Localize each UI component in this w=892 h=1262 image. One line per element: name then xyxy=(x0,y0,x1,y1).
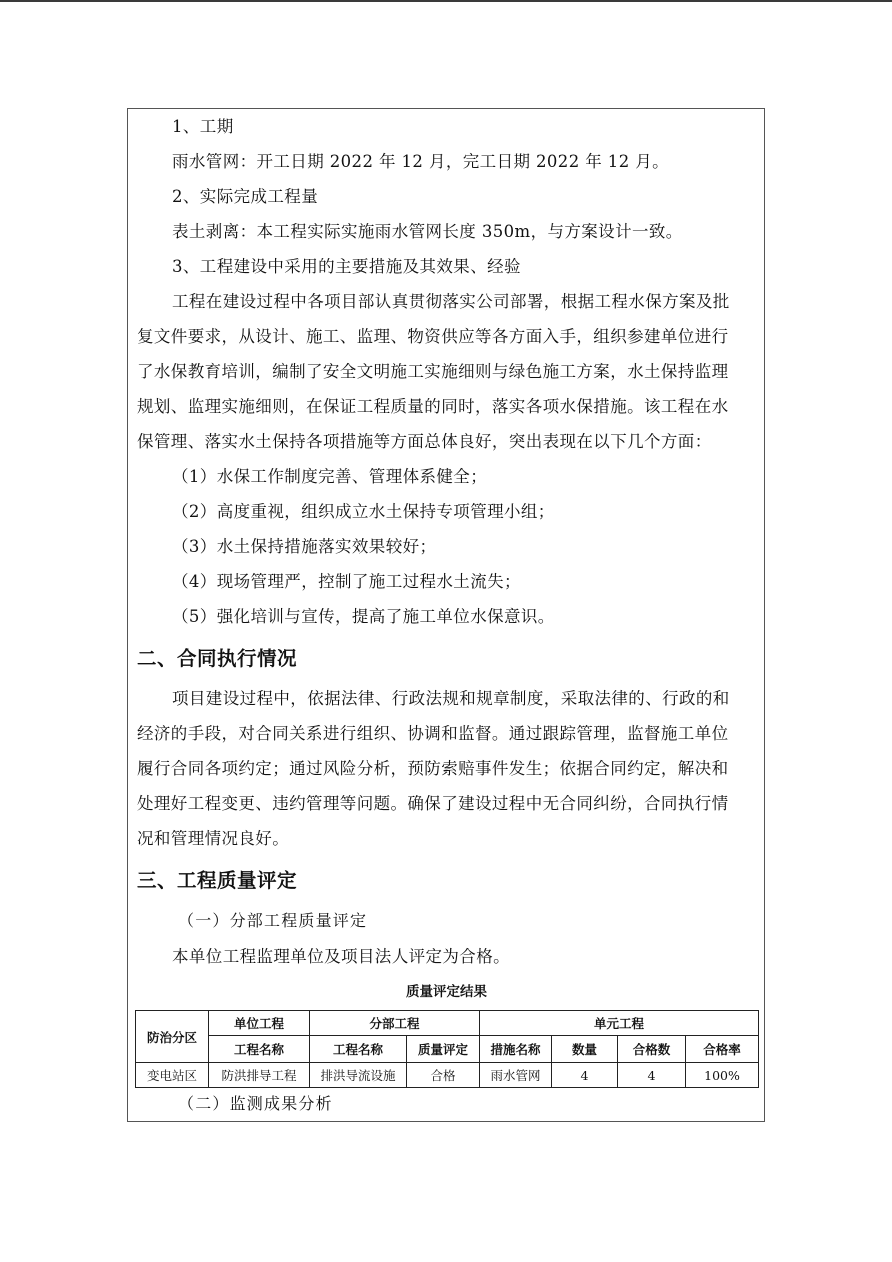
table-cell: 变电站区 xyxy=(136,1063,209,1088)
paragraph-line: 保管理、落实水土保持各项措施等方面总体良好，突出表现在以下几个方面： xyxy=(137,432,712,451)
period-heading: 1、工期 xyxy=(172,117,234,136)
section-heading-quality: 三、工程质量评定 xyxy=(137,869,298,892)
table-cell: 合格 xyxy=(407,1063,480,1088)
table-cell: 4 xyxy=(618,1063,686,1088)
paragraph-line: 履行合同各项约定；通过风险分析，预防索赔事件发生；依据合同约定，解决和 xyxy=(137,759,729,778)
subheader-division-name: 工程名称 xyxy=(310,1036,407,1063)
table-cell: 防洪排导工程 xyxy=(209,1063,310,1088)
measures-heading: 3、工程建设中采用的主要措施及其效果、经验 xyxy=(172,257,521,276)
subsection-division-quality: （一）分部工程质量评定 xyxy=(178,911,368,930)
paragraph-line: 复文件要求，从设计、施工、监理、物资供应等各方面入手，组织参建单位进行 xyxy=(137,327,729,346)
subheader-measure-name: 措施名称 xyxy=(480,1036,552,1063)
subheader-unit-name: 工程名称 xyxy=(209,1036,310,1063)
list-item: （2）高度重视，组织成立水土保持专项管理小组； xyxy=(172,502,555,521)
table-row xyxy=(136,1063,759,1088)
quality-text: 本单位工程监理单位及项目法人评定为合格。 xyxy=(172,947,510,966)
paragraph-line: 项目建设过程中，依据法律、行政法规和规章制度，采取法律的、行政的和 xyxy=(172,689,730,708)
page-top-rule xyxy=(0,0,892,2)
quality-table xyxy=(135,1010,759,1088)
subheader-pass-count: 合格数 xyxy=(618,1036,686,1063)
table-cell: 100% xyxy=(686,1063,759,1088)
subsection-monitoring-analysis: （二）监测成果分析 xyxy=(178,1094,333,1113)
list-item: （1）水保工作制度完善、管理体系健全； xyxy=(172,467,488,486)
paragraph-line: 了水保教育培训，编制了安全文明施工实施细则与绿色施工方案，水土保持监理 xyxy=(137,362,729,381)
paragraph-line: 经济的手段，对合同关系进行组织、协调和监督。通过跟踪管理，监督施工单位 xyxy=(137,724,729,743)
table-header-row xyxy=(136,1011,759,1036)
paragraph-line: 处理好工程变更、违约管理等问题。确保了建设过程中无合同纠纷，合同执行情 xyxy=(137,794,729,813)
paragraph-line: 况和管理情况良好。 xyxy=(137,829,290,848)
header-zone: 防治分区 xyxy=(136,1011,209,1063)
list-item: （3）水土保持措施落实效果较好； xyxy=(172,537,437,556)
table-title: 质量评定结果 xyxy=(406,984,487,1000)
table-cell: 排洪导流设施 xyxy=(310,1063,407,1088)
table-subheader-row xyxy=(136,1036,759,1063)
header-element-project: 单元工程 xyxy=(480,1011,759,1036)
quantity-text: 表土剥离：本工程实际实施雨水管网长度 350m，与方案设计一致。 xyxy=(172,222,683,241)
list-item: （4）现场管理严，控制了施工过程水土流失； xyxy=(172,572,521,591)
header-unit-project: 单位工程 xyxy=(209,1011,310,1036)
paragraph-line: 规划、监理实施细则，在保证工程质量的同时，落实各项水保措施。该工程在水 xyxy=(137,397,729,416)
period-text: 雨水管网：开工日期 2022 年 12 月，完工日期 2022 年 12 月。 xyxy=(172,152,670,171)
subheader-quantity: 数量 xyxy=(552,1036,618,1063)
list-item: （5）强化培训与宣传，提高了施工单位水保意识。 xyxy=(172,607,555,626)
paragraph-line: 工程在建设过程中各项目部认真贯彻落实公司部署，根据工程水保方案及批 xyxy=(172,292,730,311)
table-cell: 雨水管网 xyxy=(480,1063,552,1088)
quantity-heading: 2、实际完成工程量 xyxy=(172,187,319,206)
subheader-quality-rating: 质量评定 xyxy=(407,1036,480,1063)
header-division-project: 分部工程 xyxy=(310,1011,480,1036)
subheader-pass-rate: 合格率 xyxy=(686,1036,759,1063)
section-heading-contract: 二、合同执行情况 xyxy=(137,647,298,670)
table-cell: 4 xyxy=(552,1063,618,1088)
